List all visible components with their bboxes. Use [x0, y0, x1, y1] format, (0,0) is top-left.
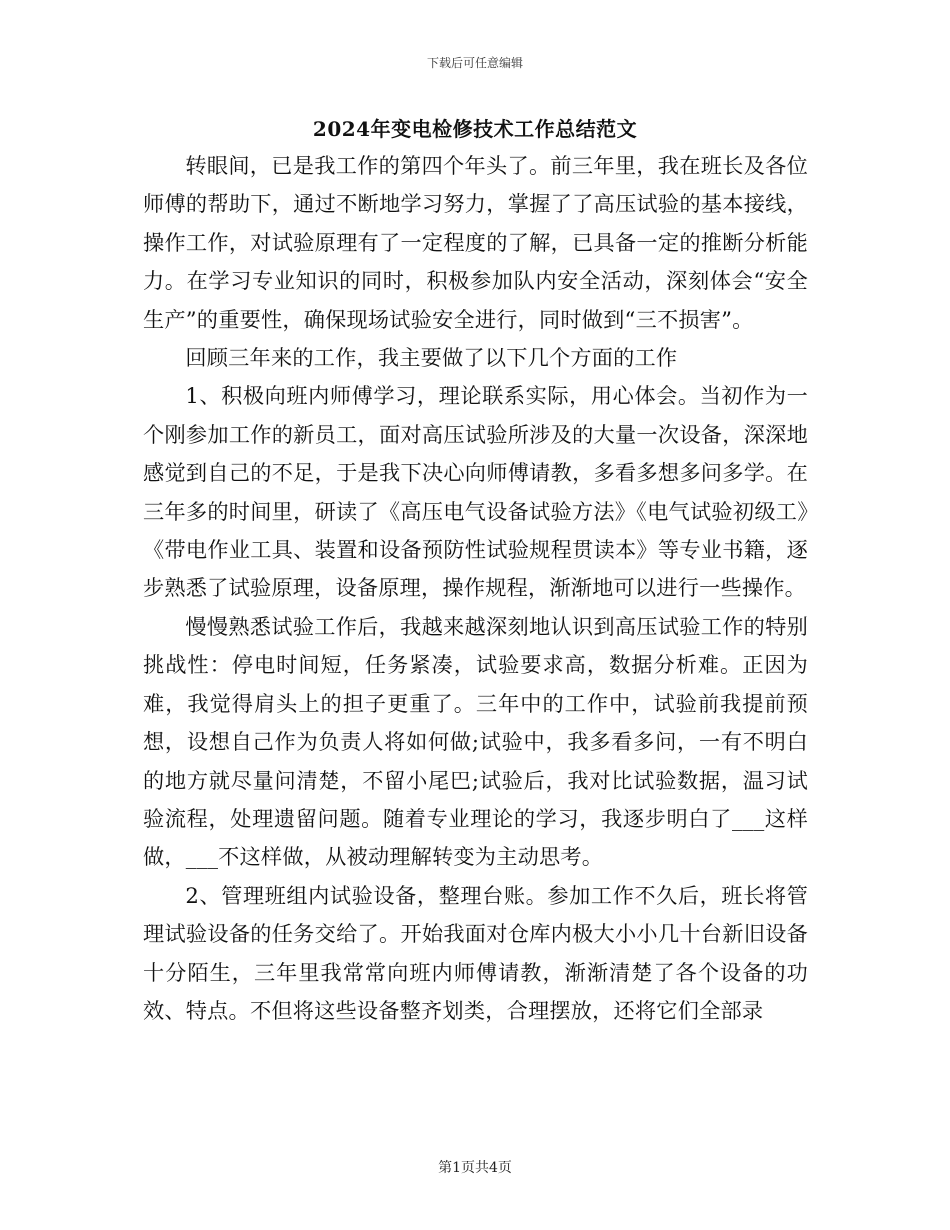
paragraph-item-2: 2、管理班组内试验设备，整理台账。参加工作不久后，班长将管理试验设备的任务交给了。开始我面对仓库内极大小小几十台新旧设备十分陌生，三年里我常常向班内师傅请教，渐渐清楚了各个设备的功效、特点。不但将这些设备整齐划类，合理摆放，还将它们全部录	[143, 882, 808, 1023]
document-title: 2024年变电检修技术工作总结范文	[312, 117, 638, 141]
paragraph-challenges: 慢慢熟悉试验工作后，我越来越深刻地认识到高压试验工作的特别挑战性：停电时间短，任务紧凑，试验要求高，数据分析难。正因为难，我觉得肩头上的担子更重了。三年中的工作中，试验前我提前预想，设想自己作为负责人将如何做;试验中，我多看多问，一有不明白的地方就尽量问清楚，不留小尾巴;试验后，我对比试验数据，温习试验流程，处理遗留问题。随着专业理论的学习，我逐步明白了___这样做，___不这样做，从被动理解转变为主动思考。	[143, 613, 808, 870]
paragraph-intro: 转眼间，已是我工作的第四个年头了。前三年里，我在班长及各位师傅的帮助下，通过不断地学习努力，掌握了了高压试验的基本接线，操作工作，对试验原理有了一定程度的了解，已具备一定的推断分析能力。在学习专业知识的同时，积极参加队内安全活动，深刻体会“安全生产”的重要性，确保现场试验安全进行，同时做到“三不损害”。	[143, 153, 808, 332]
page-number: 第1页共4页	[438, 1160, 512, 1176]
download-editable-note: 下载后可任意编辑	[426, 56, 523, 70]
paragraph-item-1: 1、积极向班内师傅学习，理论联系实际，用心体会。当初作为一个刚参加工作的新员工，面对高压试验所涉及的大量一次设备，深深地感觉到自己的不足，于是我下决心向师傅请教，多看多想多问多学。在三年多的时间里，研读了《高压电气设备试验方法》《电气试验初级工》《带电作业工具、装置和设备预防性试验规程贯读本》等专业书籍，逐步熟悉了试验原理，设备原理，操作规程，渐渐地可以进行一些操作。	[143, 383, 808, 601]
document-body	[143, 147, 808, 1030]
paragraph-review: 回顾三年来的工作，我主要做了以下几个方面的工作	[185, 345, 678, 371]
